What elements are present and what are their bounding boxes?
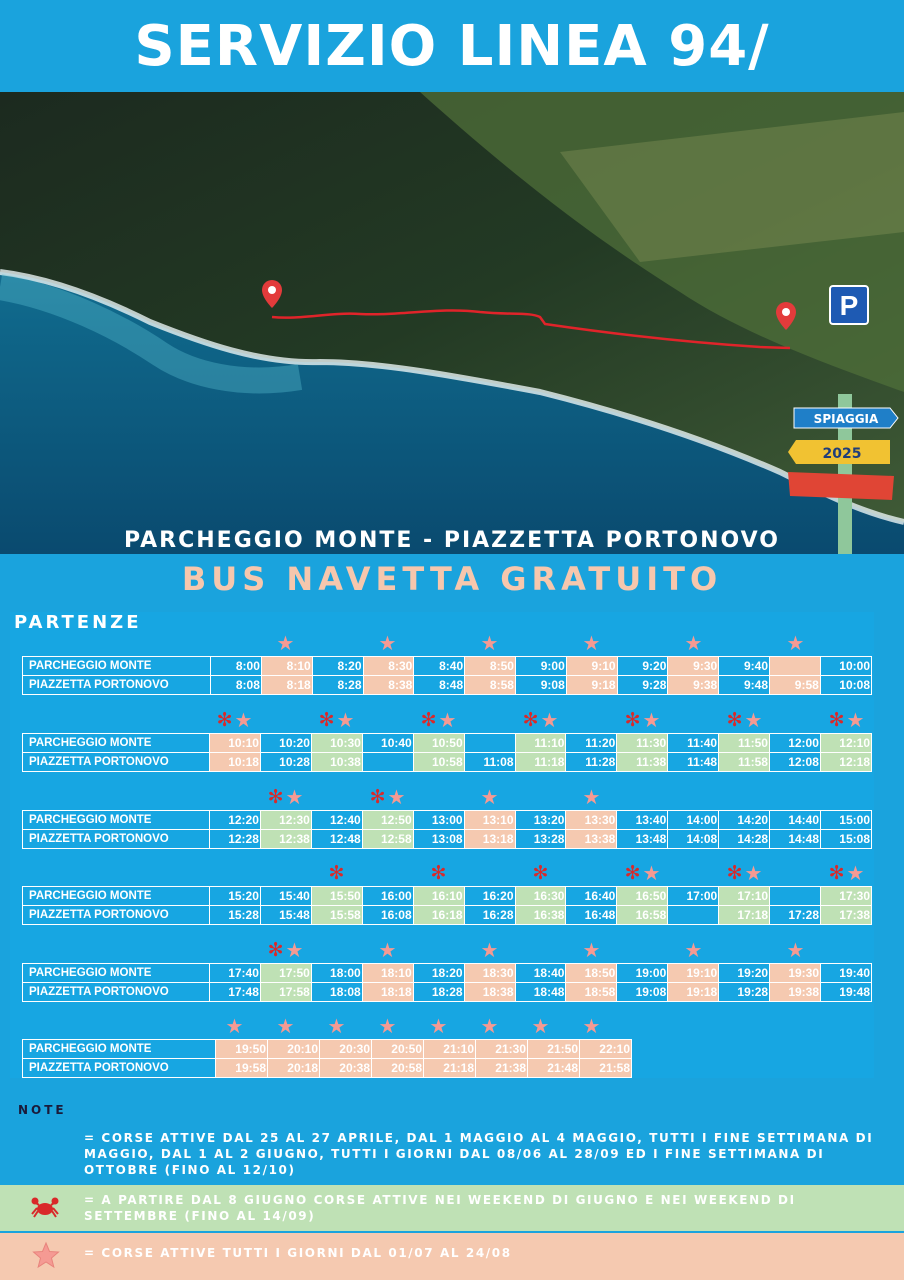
departure-time: 16:20 <box>464 887 515 906</box>
star-icon: ★ <box>582 1014 601 1038</box>
departure-time: 10:50 <box>413 734 464 753</box>
departure-time <box>362 753 413 772</box>
star-icon: ★ <box>327 1014 346 1038</box>
departure-time: 14:48 <box>770 830 821 849</box>
table-row <box>23 887 872 906</box>
service-mark <box>464 937 515 963</box>
departure-time: 18:20 <box>413 964 464 983</box>
departure-time: 19:40 <box>821 964 872 983</box>
departure-time: 14:08 <box>668 830 719 849</box>
departure-time: 11:08 <box>464 753 515 772</box>
service-marks-row <box>22 784 872 810</box>
service-mark <box>821 707 872 733</box>
departure-time: 10:40 <box>362 734 413 753</box>
crab-icon: ✻ <box>420 708 437 731</box>
departure-time: 16:50 <box>617 887 668 906</box>
departure-time: 8:20 <box>312 657 363 676</box>
departure-time: 19:28 <box>719 983 770 1002</box>
service-marks-row <box>22 860 872 886</box>
departure-time: 17:18 <box>719 906 770 925</box>
timetable-table <box>22 963 872 1002</box>
star-icon: ★ <box>480 1014 499 1038</box>
stop-label: PIAZZETTA PORTONOVO <box>23 906 210 925</box>
service-mark <box>668 630 719 656</box>
departure-time: 20:50 <box>372 1040 424 1059</box>
stop-label: PIAZZETTA PORTONOVO <box>23 830 210 849</box>
departure-time: 15:48 <box>260 906 311 925</box>
note-crab: = A PARTIRE DAL 8 GIUGNO CORSE ATTIVE NEI WEEKEND DI GIUGNO E NEI WEEKEND DI SETTEMBRE (FINO AL 14/09) <box>84 1193 796 1223</box>
service-mark <box>260 784 311 810</box>
departure-time: 15:40 <box>260 887 311 906</box>
star-icon: ★ <box>276 1014 295 1038</box>
note-general: = CORSE ATTIVE DAL 25 AL 27 APRILE, DAL 1 MAGGIO AL 4 MAGGIO, TUTTI I FINE SETTIMANA DI MAGGIO, DAL 1 AL 2 GIUGNO, TUTTI I GIORNI DAL 08/06 AL 28/09 ED I FINE SETTIMANA DI OTTOBRE (FINO AL 12/10) <box>84 1131 874 1177</box>
departure-time: 14:28 <box>719 830 770 849</box>
service-mark <box>617 860 668 886</box>
star-icon: ★ <box>378 631 397 655</box>
service-mark <box>260 1013 311 1039</box>
page-title: SERVIZIO LINEA 94/ <box>134 13 770 79</box>
departure-time: 20:30 <box>320 1040 372 1059</box>
table-row <box>23 830 872 849</box>
star-icon: ★ <box>684 631 703 655</box>
stop-label: PARCHEGGIO MONTE <box>23 964 210 983</box>
service-marks-row <box>22 1013 872 1039</box>
timetable-table <box>22 733 872 772</box>
departure-time <box>464 734 515 753</box>
departure-time: 19:18 <box>668 983 719 1002</box>
departure-time: 14:00 <box>668 811 719 830</box>
departure-time: 11:30 <box>617 734 668 753</box>
timetable-block <box>22 937 872 1002</box>
crab-icon: ✻ <box>624 861 641 884</box>
timetable-block <box>22 630 872 695</box>
departure-time: 19:30 <box>770 964 821 983</box>
table-row <box>23 734 872 753</box>
table-row <box>23 811 872 830</box>
star-icon: ★ <box>642 708 661 732</box>
stop-label: PARCHEGGIO MONTE <box>23 657 211 676</box>
departure-time: 21:50 <box>528 1040 580 1059</box>
departure-time: 11:18 <box>515 753 566 772</box>
departure-time: 8:10 <box>261 657 312 676</box>
departure-time: 18:28 <box>413 983 464 1002</box>
timetable-table <box>22 656 872 695</box>
departure-time: 11:20 <box>566 734 617 753</box>
signpost-year-label: 2025 <box>822 446 862 462</box>
star-icon: ★ <box>846 861 865 885</box>
departure-time: 13:38 <box>566 830 617 849</box>
departure-time: 11:10 <box>515 734 566 753</box>
timetable-table <box>22 1039 632 1078</box>
star-icon: ★ <box>786 631 805 655</box>
departure-time: 19:10 <box>668 964 719 983</box>
star-icon: ★ <box>225 1014 244 1038</box>
stop-label: PIAZZETTA PORTONOVO <box>23 753 210 772</box>
departure-time: 15:00 <box>821 811 872 830</box>
service-mark <box>668 937 719 963</box>
service-mark <box>362 784 413 810</box>
departure-time: 18:48 <box>515 983 566 1002</box>
departure-time: 19:20 <box>719 964 770 983</box>
departure-time: 9:10 <box>566 657 617 676</box>
crab-icon: ✻ <box>267 785 284 808</box>
departure-time: 11:58 <box>719 753 770 772</box>
departure-time: 9:18 <box>566 676 617 695</box>
departure-time: 9:38 <box>668 676 719 695</box>
departure-time: 11:38 <box>617 753 668 772</box>
departure-time: 12:08 <box>769 753 820 772</box>
departure-time: 16:38 <box>515 906 566 925</box>
service-mark <box>566 937 617 963</box>
table-row <box>23 906 872 925</box>
departure-time: 19:48 <box>821 983 872 1002</box>
departure-time: 20:10 <box>268 1040 320 1059</box>
departure-time: 17:50 <box>260 964 311 983</box>
service-mark <box>413 1013 464 1039</box>
departure-time: 17:38 <box>821 906 872 925</box>
crab-icon: ✻ <box>522 708 539 731</box>
departure-time: 15:50 <box>311 887 362 906</box>
star-icon: ★ <box>480 938 499 962</box>
crab-icon: ✻ <box>624 708 641 731</box>
service-mark <box>566 1013 617 1039</box>
departure-time <box>770 887 821 906</box>
departure-time: 18:50 <box>566 964 617 983</box>
departure-time: 13:08 <box>413 830 464 849</box>
star-icon <box>32 1241 60 1269</box>
signpost-top-label: SPIAGGIA <box>813 412 879 426</box>
star-icon: ★ <box>540 708 559 732</box>
departure-time: 12:40 <box>311 811 362 830</box>
service-mark <box>362 630 413 656</box>
crab-icon: ✻ <box>318 708 335 731</box>
stop-label: PARCHEGGIO MONTE <box>23 734 210 753</box>
departure-time: 16:58 <box>617 906 668 925</box>
departure-time: 12:58 <box>362 830 413 849</box>
stop-label: PIAZZETTA PORTONOVO <box>23 1059 216 1078</box>
departure-time: 16:00 <box>362 887 413 906</box>
star-icon: ★ <box>582 785 601 809</box>
departure-time: 21:18 <box>424 1059 476 1078</box>
departure-time: 16:48 <box>566 906 617 925</box>
departure-time: 8:00 <box>211 657 262 676</box>
departure-time: 19:38 <box>770 983 821 1002</box>
departure-time: 19:00 <box>617 964 668 983</box>
departure-time: 13:20 <box>515 811 566 830</box>
departure-time: 9:00 <box>515 657 566 676</box>
departure-time: 17:30 <box>821 887 872 906</box>
departure-time: 21:10 <box>424 1040 476 1059</box>
service-marks-row <box>22 630 872 656</box>
departure-time: 9:48 <box>719 676 770 695</box>
departure-time: 17:40 <box>209 964 260 983</box>
departure-time: 11:40 <box>668 734 719 753</box>
star-icon: ★ <box>387 785 406 809</box>
departure-time: 18:40 <box>515 964 566 983</box>
notes-title: NOTE <box>18 1103 67 1117</box>
star-icon: ★ <box>378 1014 397 1038</box>
crab-icon: ✻ <box>726 708 743 731</box>
departure-time: 13:48 <box>617 830 668 849</box>
service-mark <box>515 1013 566 1039</box>
timetable-table <box>22 886 872 925</box>
star-icon: ★ <box>480 785 499 809</box>
departure-time: 11:28 <box>566 753 617 772</box>
departure-time: 18:38 <box>464 983 515 1002</box>
star-icon: ★ <box>582 631 601 655</box>
departure-time: 8:30 <box>363 657 414 676</box>
departure-time: 19:58 <box>216 1059 268 1078</box>
departure-time: 12:10 <box>820 734 871 753</box>
service-mark <box>209 1013 260 1039</box>
table-row <box>23 753 872 772</box>
stop-label: PARCHEGGIO MONTE <box>23 1040 216 1059</box>
crab-icon <box>30 1194 60 1220</box>
crab-icon: ✻ <box>216 708 233 731</box>
service-mark <box>311 707 362 733</box>
departure-time: 13:00 <box>413 811 464 830</box>
star-icon: ★ <box>531 1014 550 1038</box>
service-mark <box>311 860 362 886</box>
departure-time: 10:30 <box>311 734 362 753</box>
route-label: PARCHEGGIO MONTE - PIAZZETTA PORTONOVO <box>124 528 780 553</box>
departure-time: 12:18 <box>820 753 871 772</box>
departure-time: 12:20 <box>209 811 260 830</box>
service-mark <box>464 784 515 810</box>
star-icon: ★ <box>684 938 703 962</box>
crab-icon: ✻ <box>828 861 845 884</box>
departure-time: 12:30 <box>260 811 311 830</box>
crab-icon: ✻ <box>828 708 845 731</box>
crab-icon: ✻ <box>430 861 447 884</box>
departure-time: 14:20 <box>719 811 770 830</box>
service-mark <box>515 707 566 733</box>
departure-time: 21:30 <box>476 1040 528 1059</box>
service-mark <box>719 707 770 733</box>
departure-time: 12:48 <box>311 830 362 849</box>
table-row <box>23 964 872 983</box>
departure-time: 10:38 <box>311 753 362 772</box>
departure-time: 10:10 <box>210 734 261 753</box>
departure-time: 18:00 <box>311 964 362 983</box>
departure-time: 16:18 <box>413 906 464 925</box>
departure-time: 22:10 <box>580 1040 632 1059</box>
star-icon: ★ <box>744 861 763 885</box>
departure-time: 20:38 <box>320 1059 372 1078</box>
table-row <box>23 676 872 695</box>
subtitle: BUS NAVETTA GRATUITO <box>181 560 723 598</box>
departure-time: 16:28 <box>464 906 515 925</box>
stop-label: PARCHEGGIO MONTE <box>23 811 210 830</box>
crab-icon: ✻ <box>726 861 743 884</box>
stop-label: PIAZZETTA PORTONOVO <box>23 983 210 1002</box>
service-mark <box>617 707 668 733</box>
aerial-map-illustration <box>0 92 904 554</box>
departure-time: 16:30 <box>515 887 566 906</box>
service-marks-row <box>22 937 872 963</box>
service-mark <box>362 937 413 963</box>
service-mark <box>515 860 566 886</box>
departure-time: 21:48 <box>528 1059 580 1078</box>
departure-time: 21:38 <box>476 1059 528 1078</box>
departure-time: 8:38 <box>363 676 414 695</box>
departure-time: 21:58 <box>580 1059 632 1078</box>
departure-time: 13:40 <box>617 811 668 830</box>
crab-icon: ✻ <box>532 861 549 884</box>
aerial-map <box>0 92 904 554</box>
service-marks-row <box>22 707 872 733</box>
departure-time: 13:10 <box>464 811 515 830</box>
crab-icon: ✻ <box>328 861 345 884</box>
departure-time: 18:08 <box>311 983 362 1002</box>
departure-time: 20:58 <box>372 1059 424 1078</box>
departure-time: 17:00 <box>668 887 719 906</box>
star-icon: ★ <box>429 1014 448 1038</box>
departure-time: 10:58 <box>413 753 464 772</box>
service-mark <box>260 630 311 656</box>
departure-time: 20:18 <box>268 1059 320 1078</box>
departure-time: 9:40 <box>719 657 770 676</box>
departure-time: 13:30 <box>566 811 617 830</box>
stop-label: PARCHEGGIO MONTE <box>23 887 210 906</box>
departure-time: 15:28 <box>209 906 260 925</box>
star-icon: ★ <box>846 708 865 732</box>
departure-time: 13:18 <box>464 830 515 849</box>
service-mark <box>260 937 311 963</box>
table-row <box>23 1059 632 1078</box>
service-mark <box>464 1013 515 1039</box>
service-mark <box>311 1013 362 1039</box>
timetable-block <box>22 784 872 849</box>
departure-time: 9:08 <box>515 676 566 695</box>
departure-time: 12:50 <box>362 811 413 830</box>
service-mark <box>566 630 617 656</box>
departure-time: 16:08 <box>362 906 413 925</box>
timetable-block <box>22 1013 872 1078</box>
departure-time: 17:58 <box>260 983 311 1002</box>
crab-icon: ✻ <box>267 938 284 961</box>
departure-time: 8:58 <box>465 676 516 695</box>
departure-time: 9:28 <box>617 676 668 695</box>
stop-label: PIAZZETTA PORTONOVO <box>23 676 211 695</box>
star-icon: ★ <box>276 631 295 655</box>
departure-time: 14:40 <box>770 811 821 830</box>
departure-time: 9:20 <box>617 657 668 676</box>
service-mark <box>209 707 260 733</box>
departure-time: 17:10 <box>719 887 770 906</box>
departure-time: 8:48 <box>414 676 465 695</box>
table-row <box>23 1040 632 1059</box>
departure-time <box>668 906 719 925</box>
service-mark <box>719 860 770 886</box>
departure-time: 18:18 <box>362 983 413 1002</box>
departure-time: 8:08 <box>211 676 262 695</box>
departure-time: 9:58 <box>770 676 821 695</box>
departure-time: 12:28 <box>209 830 260 849</box>
departure-time: 10:18 <box>210 753 261 772</box>
departure-time: 8:18 <box>261 676 312 695</box>
departure-time: 15:08 <box>821 830 872 849</box>
timetable-table <box>22 810 872 849</box>
service-mark <box>821 860 872 886</box>
departure-time: 17:28 <box>770 906 821 925</box>
departure-time: 16:40 <box>566 887 617 906</box>
star-icon: ★ <box>480 631 499 655</box>
departure-time: 10:08 <box>820 676 871 695</box>
departure-time: 15:20 <box>209 887 260 906</box>
departure-time: 19:50 <box>216 1040 268 1059</box>
service-mark <box>362 1013 413 1039</box>
departure-time: 10:00 <box>820 657 871 676</box>
star-icon: ★ <box>285 938 304 962</box>
departure-time: 15:58 <box>311 906 362 925</box>
crab-icon: ✻ <box>369 785 386 808</box>
star-icon: ★ <box>378 938 397 962</box>
departure-time: 18:10 <box>362 964 413 983</box>
service-mark <box>566 784 617 810</box>
service-mark <box>770 937 821 963</box>
departure-time: 10:20 <box>260 734 311 753</box>
departure-time: 19:08 <box>617 983 668 1002</box>
departure-time: 17:48 <box>209 983 260 1002</box>
departure-time: 10:28 <box>260 753 311 772</box>
departure-time: 11:50 <box>719 734 770 753</box>
star-icon: ★ <box>285 785 304 809</box>
parking-sign-icon <box>830 286 868 324</box>
star-icon: ★ <box>786 938 805 962</box>
departure-time: 11:48 <box>668 753 719 772</box>
timetable-block <box>22 707 872 772</box>
departure-time: 18:30 <box>464 964 515 983</box>
star-icon: ★ <box>582 938 601 962</box>
timetable-heading: PARTENZE <box>14 612 142 633</box>
table-row <box>23 983 872 1002</box>
departure-time: 8:28 <box>312 676 363 695</box>
departure-time: 12:38 <box>260 830 311 849</box>
star-icon: ★ <box>234 708 253 732</box>
star-icon: ★ <box>438 708 457 732</box>
service-mark <box>413 860 464 886</box>
departure-time: 8:50 <box>465 657 516 676</box>
departure-time: 9:30 <box>668 657 719 676</box>
service-mark <box>413 707 464 733</box>
service-mark <box>770 630 821 656</box>
table-row <box>23 657 872 676</box>
star-icon: ★ <box>642 861 661 885</box>
timetable-block <box>22 860 872 925</box>
service-mark <box>464 630 515 656</box>
star-icon: ★ <box>744 708 763 732</box>
departure-time: 12:00 <box>769 734 820 753</box>
departure-time: 8:40 <box>414 657 465 676</box>
departure-time: 13:28 <box>515 830 566 849</box>
departure-time: 18:58 <box>566 983 617 1002</box>
star-icon: ★ <box>336 708 355 732</box>
departure-time: 16:10 <box>413 887 464 906</box>
departure-time <box>770 657 821 676</box>
parking-sign-letter: P <box>839 290 859 321</box>
note-star: = CORSE ATTIVE TUTTI I GIORNI DAL 01/07 AL 24/08 <box>84 1246 512 1260</box>
